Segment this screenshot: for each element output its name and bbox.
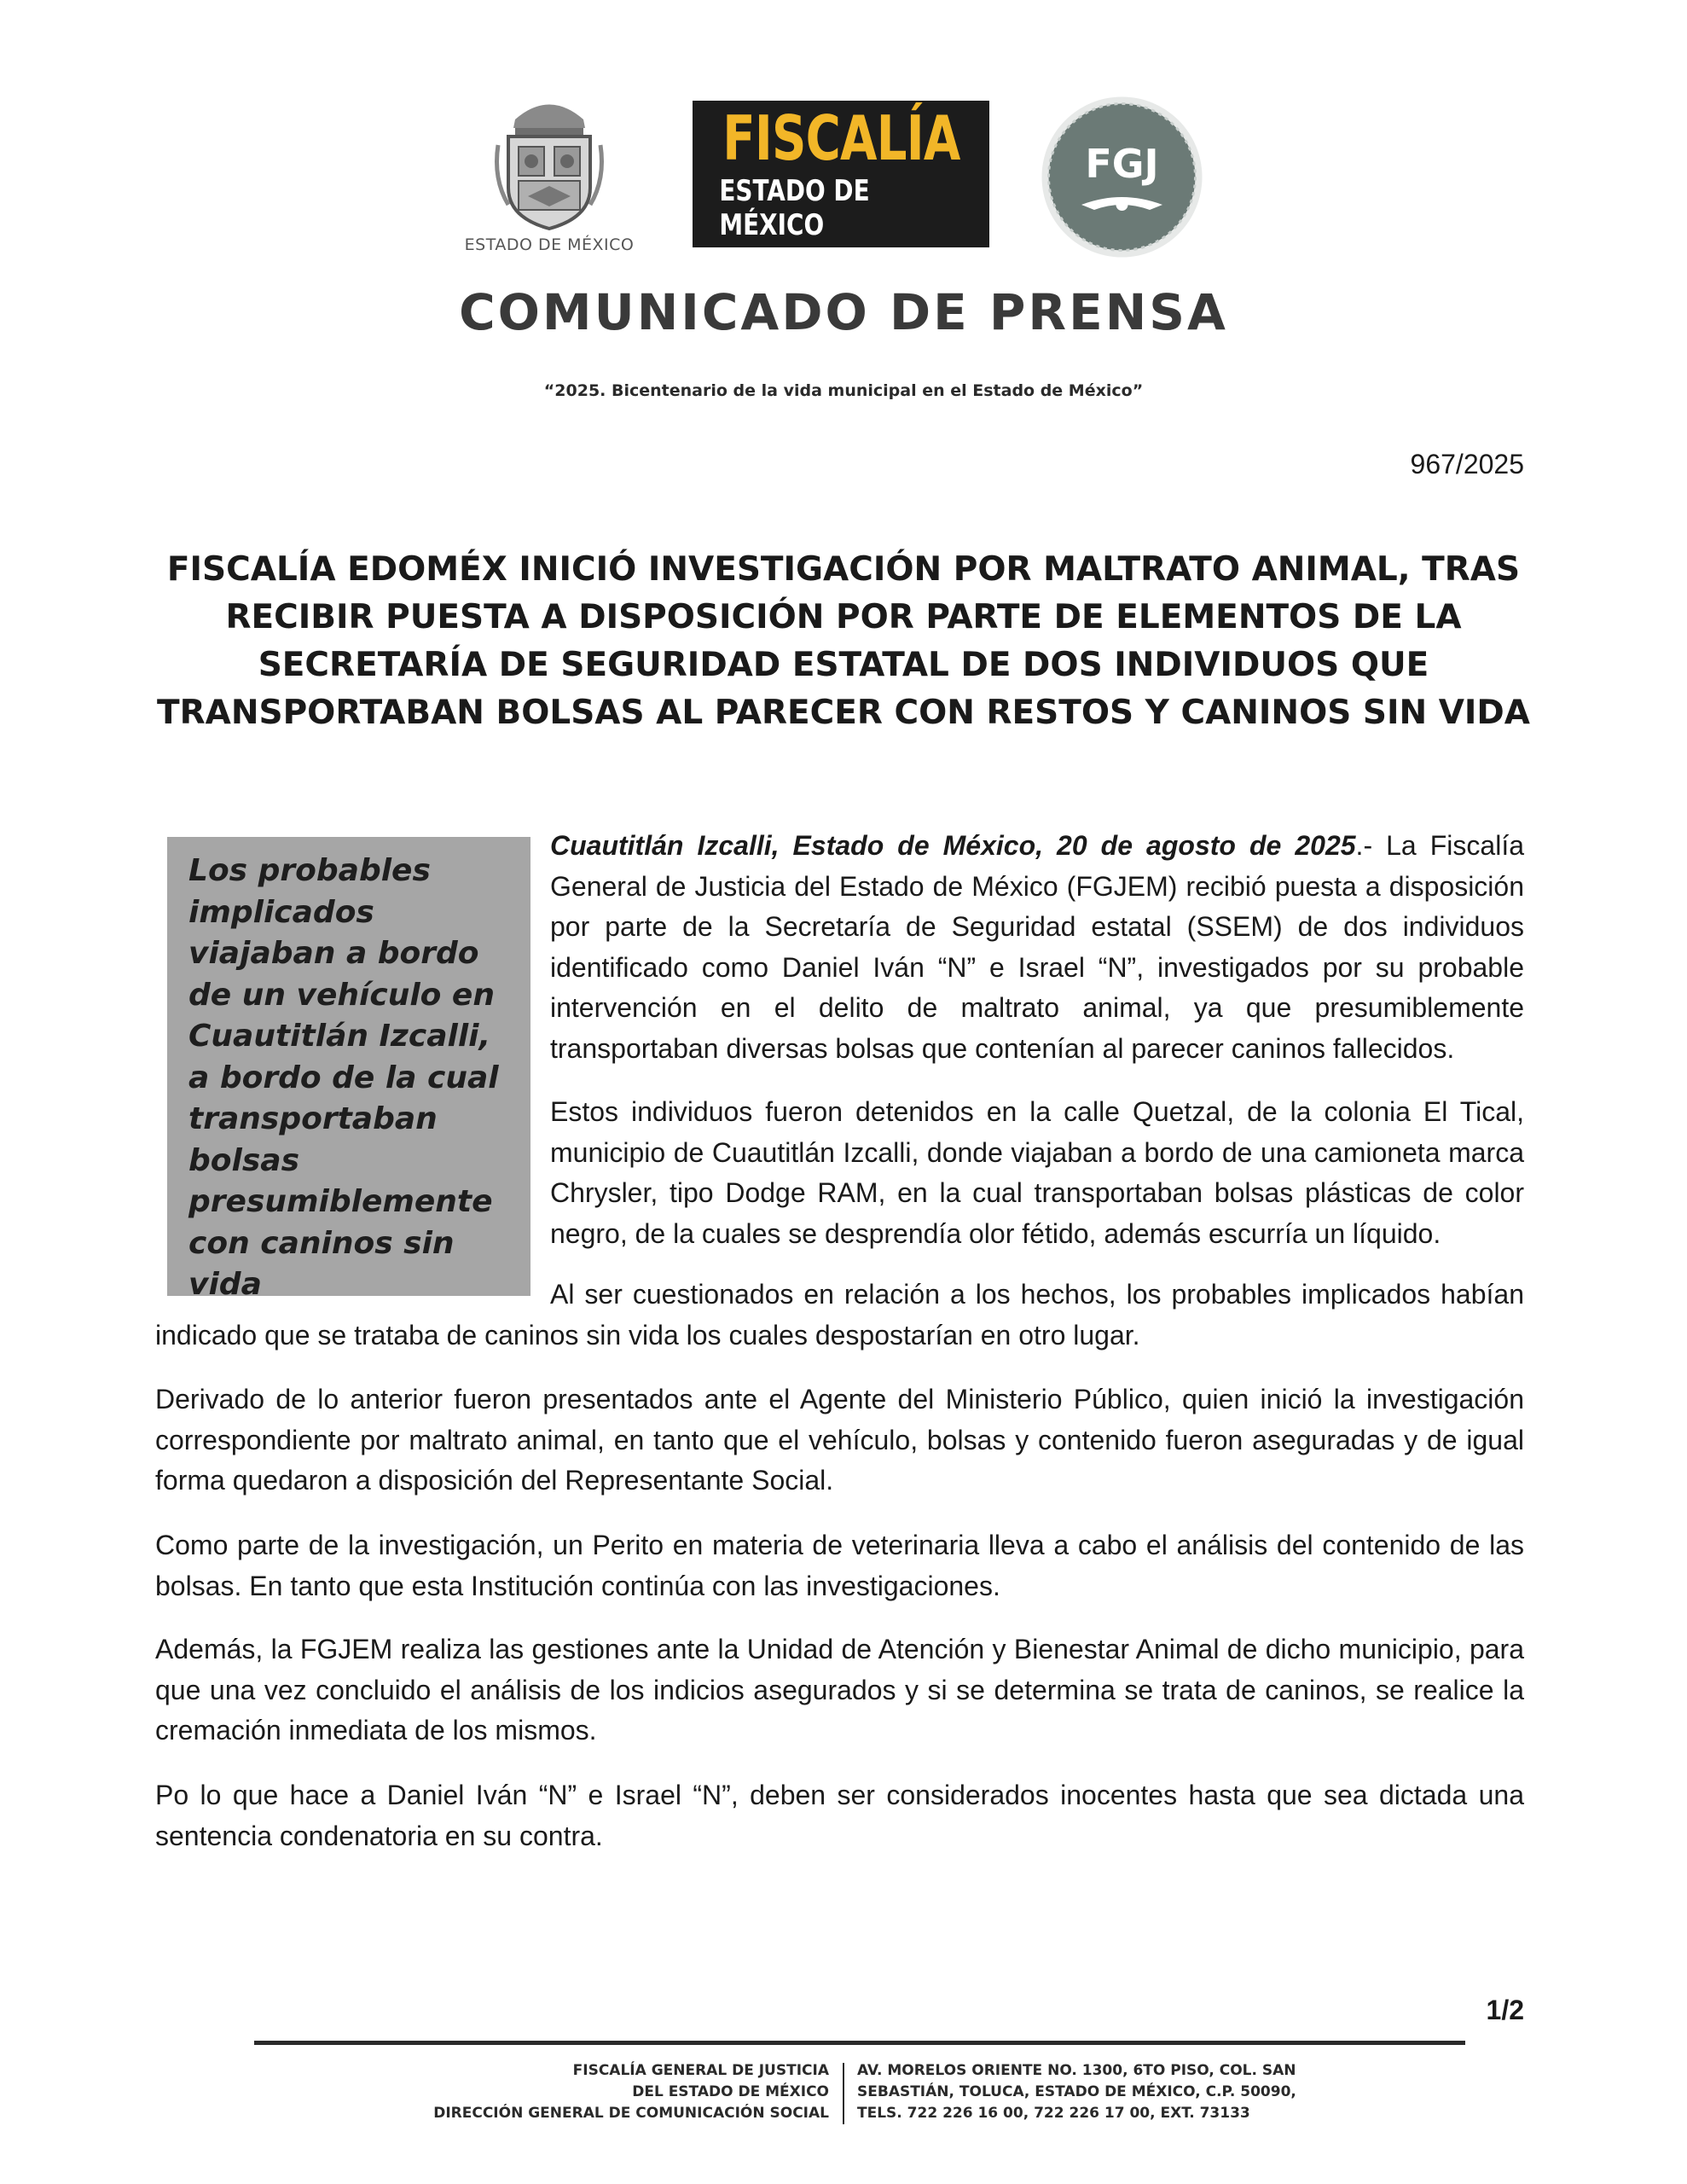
fgj-seal-text: FGJ [1085,141,1159,187]
body-paragraph-7: Po lo que hace a Daniel Iván “N” e Israel “N”, deben ser considerados inocentes hasta que sea dictada una sentencia condenatoria en su contra. [155,1780,1524,1851]
body-paragraph-6: Además, la FGJEM realiza las gestiones ante la Unidad de Atención y Bienestar Animal de dicho municipio, para que una vez concluido el análisis de los indicios asegurados y si se determina se trata de caninos, se realice la cremación inmediata de los mismos. [155,1634,1524,1745]
fgj-seal-logo [1039,94,1205,260]
body-paragraph-2: Estos individuos fueron detenidos en la calle Quetzal, de la colonia El Tical, municipio de Cuautitlán Izcalli, donde viajaban a bordo de una camioneta marca Chrysler, tipo Dodge RAM, en la cual transportaban bolsas plásticas de color negro, de la cuales se desprendía olor fétido, además escurría un líquido. [550,1096,1524,1249]
coat-of-arms-icon [490,94,609,230]
footer-address-line-2: SEBASTIÁN, TOLUCA, ESTADO DE MÉXICO, C.P. 50090, [857,2083,1296,2100]
footer-address-line-1: AV. MORELOS ORIENTE NO. 1300, 6TO PISO, COL. SAN [857,2062,1296,2079]
footer-divider [254,2041,1465,2045]
fiscalia-logo-subtitle: ESTADO DE MÉXICO [719,174,870,242]
footer-institution-line-1: FISCALÍA GENERAL DE JUSTICIA [572,2062,829,2079]
page-title: COMUNICADO DE PRENSA [459,283,1228,341]
headline: FISCALÍA EDOMÉX INICIÓ INVESTIGACIÓN POR MALTRATO ANIMAL, TRAS RECIBIR PUESTA A DISPOSICIÓN POR PARTE DE ELEMENTOS DE LA SECRETARÍA DE SEGURIDAD ESTATAL DE DOS INDIVIDUOS QUE TRANSPORTABAN BOLSAS AL PARECER CON RESTOS Y CANINOS SIN VIDA [157,550,1530,732]
body-paragraph-3: Al ser cuestionados en relación a los hechos, los probables implicados habían indicado que se trataba de caninos sin vida los cuales despostarían en otro lugar. [155,1279,1524,1350]
dateline: Cuautitlán Izcalli, Estado de México, 20 de agosto de 2025 [550,830,1356,861]
footer-address [857,2060,1386,2124]
bulletin-number: 967/2025 [1410,449,1524,479]
footer-separator [843,2063,844,2124]
fgj-seal-icon [1039,94,1205,260]
footer-institution-line-3: DIRECCIÓN GENERAL DE COMUNICACIÓN SOCIAL [433,2105,829,2122]
footer-institution [341,2060,829,2124]
footer-institution-line-2: DEL ESTADO DE MÉXICO [632,2083,829,2100]
paragraph-1-text: .- La Fiscalía General de Justicia del Estado de México (FGJEM) recibió puesta a disposición por parte de la Secretaría de Seguridad estatal (SSEM) de dos individuos identificado como Daniel Iván “N” e Israel “N”, investigados por su probable intervención en el delito de maltrato animal, ya que presumiblemente transportaban diversas bolsas que contenían al parecer caninos fallecidos. [550,830,1525,1064]
pull-quote-text: Los probables implicados viajaban a bordo de un vehículo en Cuautitlán Izcalli, a bordo de la cual transportaban bolsas presumiblemente con caninos sin vida [188,853,499,1302]
footer-address-line-3: TELS. 722 226 16 00, 722 226 17 00, EXT. 73133 [857,2105,1250,2122]
pull-quote-box [167,837,530,1302]
fiscalia-logo-title: FISCALÍA [722,102,960,174]
page-number: 1/2 [1486,1995,1524,2025]
fiscalia-logo [693,101,989,247]
body-paragraph-4: Derivado de lo anterior fueron presentados ante el Agente del Ministerio Público, quien inició la investigación correspondiente por maltrato animal, en tanto que el vehículo, bolsas y contenido fueron aseguradas y de igual forma quedaron a disposición del Representante Social. [155,1384,1524,1496]
motto: “2025. Bicentenario de la vida municipal en el Estado de México” [543,381,1144,400]
estado-de-mexico-coat-of-arms-logo [455,94,644,256]
body-paragraph-1 [550,826,1524,1069]
logo-caption: ESTADO DE MÉXICO [464,235,635,254]
body-paragraph-5: Como parte de la investigación, un Perito en materia de veterinaria lleva a cabo el análisis del contenido de las bolsas. En tanto que esta Institución continúa con las investigaciones. [155,1530,1524,1601]
